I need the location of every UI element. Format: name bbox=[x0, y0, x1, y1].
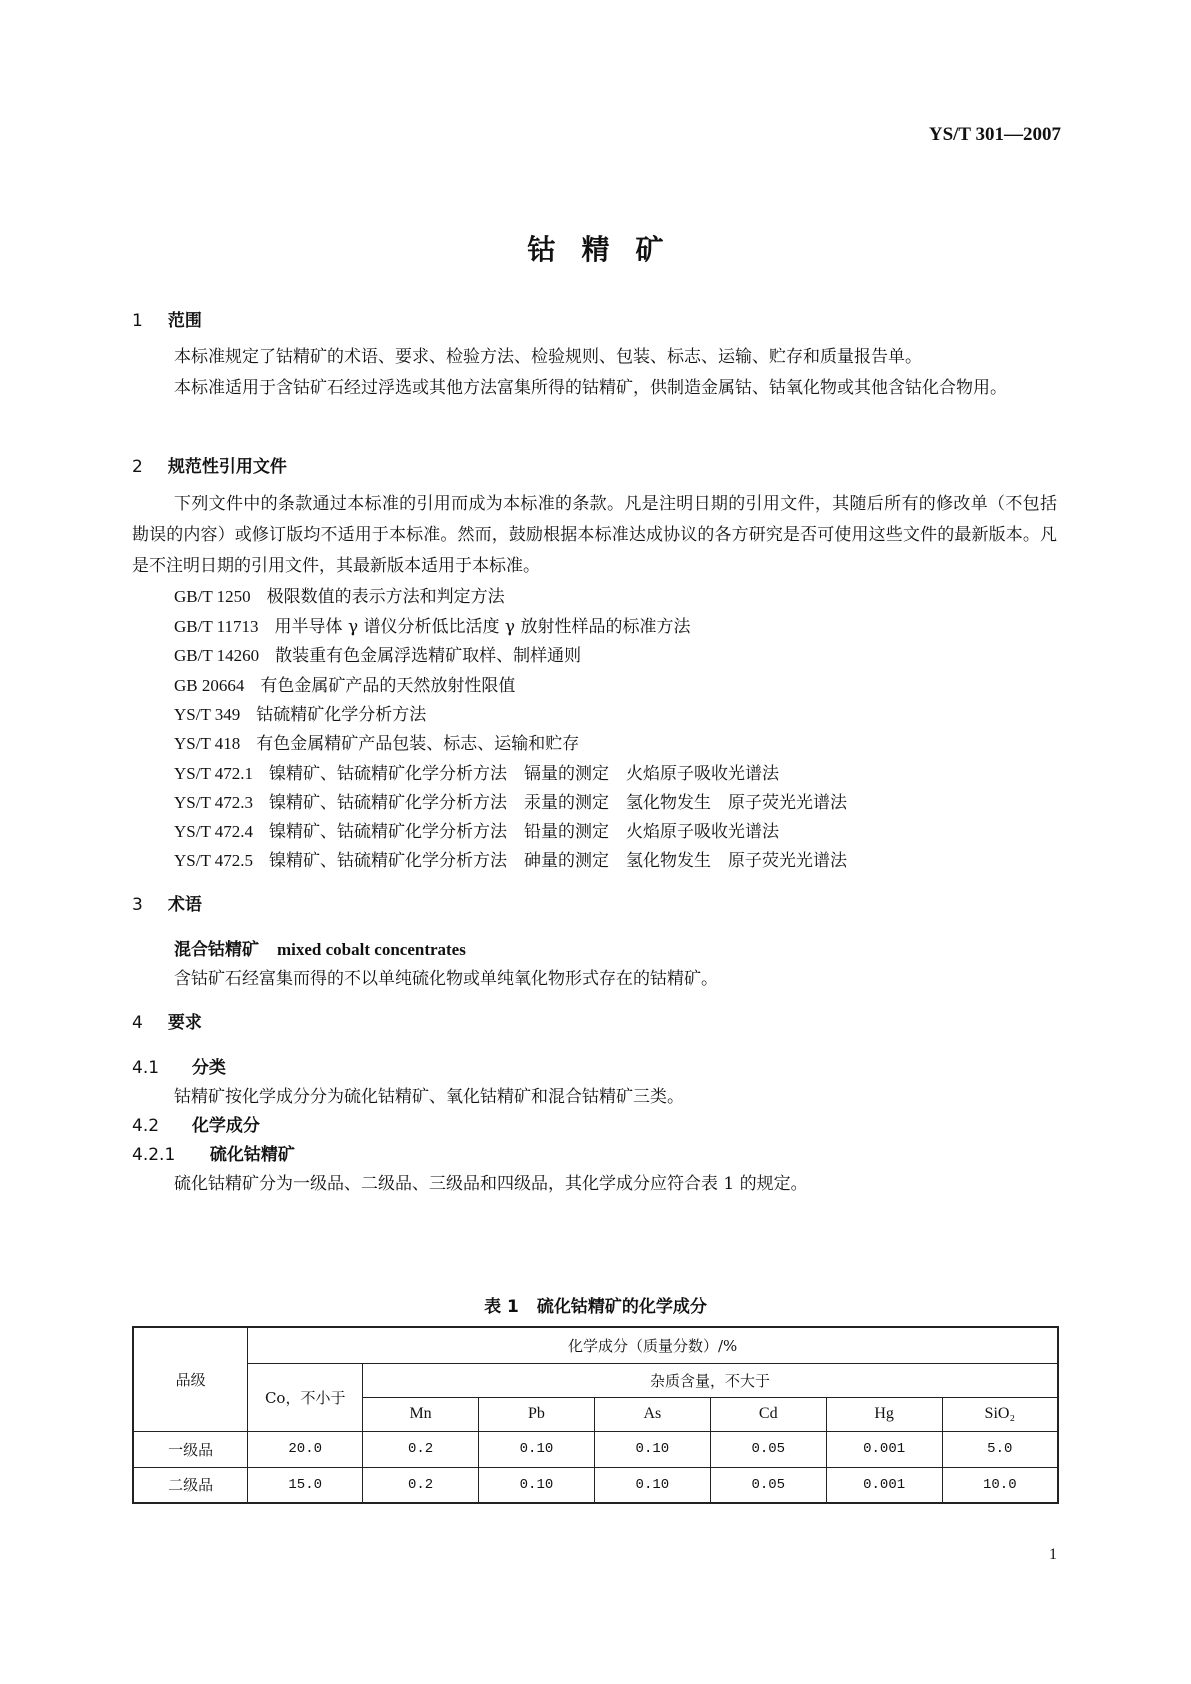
reference-item: YS/T 472.3 镍精矿、钴硫精矿化学分析方法 汞量的测定 氢化物发生 原子荧光光谱法 bbox=[174, 793, 848, 813]
standard-code: YS/T 301—2007 bbox=[928, 124, 1061, 145]
reference-item: YS/T 472.1 镍精矿、钴硫精矿化学分析方法 镉量的测定 火焰原子吸收光谱法 bbox=[174, 764, 780, 784]
section-title: 规范性引用文件 bbox=[167, 457, 287, 477]
section-number: 3 bbox=[132, 895, 143, 915]
term-definition: 含钴矿石经富集而得的不以单纯硫化物或单纯氧化物形式存在的钴精矿。 bbox=[174, 969, 718, 989]
value-cell: 0.001 bbox=[826, 1467, 942, 1503]
reference-item: GB/T 1250 极限数值的表示方法和判定方法 bbox=[174, 587, 505, 607]
header-co: Co，不小于 bbox=[248, 1363, 363, 1431]
value-cell: 5.0 bbox=[942, 1431, 1058, 1467]
value-cell: 10.0 bbox=[942, 1467, 1058, 1503]
chemical-composition-table bbox=[132, 1326, 1059, 1504]
value-cell: 0.05 bbox=[710, 1467, 826, 1503]
section-2-heading bbox=[132, 452, 287, 477]
header-grade: 品级 bbox=[133, 1327, 248, 1431]
reference-item: GB/T 14260 散装重有色金属浮选精矿取样、制样通则 bbox=[174, 646, 582, 666]
value-cell: 0.2 bbox=[363, 1431, 479, 1467]
reference-item: YS/T 349 钴硫精矿化学分析方法 bbox=[174, 705, 427, 725]
section-4-heading bbox=[132, 1008, 202, 1033]
section-number: 4.1 bbox=[132, 1058, 160, 1078]
term-chinese: 混合钴精矿 bbox=[174, 940, 259, 960]
grade-cell: 一级品 bbox=[133, 1431, 248, 1467]
section-title: 分类 bbox=[191, 1058, 226, 1078]
reference-item: YS/T 418 有色金属精矿产品包装、标志、运输和贮存 bbox=[174, 734, 580, 754]
term-entry bbox=[174, 935, 466, 960]
table-title: 硫化钴精矿的化学成分 bbox=[536, 1297, 707, 1317]
value-cell: 0.10 bbox=[594, 1467, 710, 1503]
table-number: 表 1 bbox=[484, 1297, 519, 1317]
value-cell: 0.10 bbox=[594, 1431, 710, 1467]
grade-cell: 二级品 bbox=[133, 1467, 248, 1503]
reference-item: GB/T 11713 用半导体 γ 谱仪分析低比活度 γ 放射性样品的标准方法 bbox=[174, 617, 691, 637]
section-title: 要求 bbox=[167, 1013, 202, 1033]
section-title: 硫化钴精矿 bbox=[209, 1145, 295, 1165]
section-4-1-heading bbox=[132, 1053, 226, 1078]
co-cell: 15.0 bbox=[248, 1467, 363, 1503]
co-cell: 20.0 bbox=[248, 1431, 363, 1467]
value-cell: 0.05 bbox=[710, 1431, 826, 1467]
classification-paragraph: 钴精矿按化学成分分为硫化钴精矿、氧化钴精矿和混合钴精矿三类。 bbox=[174, 1087, 684, 1107]
header-chemical-composition: 化学成分（质量分数）/% bbox=[248, 1327, 1058, 1363]
reference-item: YS/T 472.4 镍精矿、钴硫精矿化学分析方法 铅量的测定 火焰原子吸收光谱法 bbox=[174, 822, 780, 842]
section-number: 2 bbox=[132, 457, 143, 477]
scope-paragraph-1: 本标准规定了钴精矿的术语、要求、检验方法、检验规则、包装、标志、运输、贮存和质量报告单。 bbox=[174, 347, 922, 367]
page-title: 钴精矿 bbox=[527, 233, 690, 266]
table-row bbox=[133, 1467, 1058, 1503]
section-number: 4 bbox=[132, 1013, 143, 1033]
reference-item: GB 20664 有色金属矿产品的天然放射性限值 bbox=[174, 676, 516, 696]
section-number: 4.2.1 bbox=[132, 1145, 176, 1165]
header-cd: Cd bbox=[710, 1397, 826, 1431]
header-mn: Mn bbox=[363, 1397, 479, 1431]
scope-paragraph-2: 本标准适用于含钴矿石经过浮选或其他方法富集所得的钴精矿，供制造金属钴、钴氧化物或其他含钴化合物用。 bbox=[174, 378, 1007, 398]
value-cell: 0.2 bbox=[363, 1467, 479, 1503]
header-sio2: SiO₂ bbox=[942, 1397, 1058, 1431]
grades-paragraph: 硫化钴精矿分为一级品、二级品、三级品和四级品，其化学成分应符合表 1 的规定。 bbox=[174, 1174, 808, 1194]
section-1-heading bbox=[132, 306, 202, 331]
table-caption bbox=[0, 1292, 1191, 1317]
section-title: 范围 bbox=[167, 311, 202, 331]
section-number: 1 bbox=[132, 311, 143, 331]
value-cell: 0.001 bbox=[826, 1431, 942, 1467]
section-title: 化学成分 bbox=[191, 1116, 260, 1136]
section-4-2-heading bbox=[132, 1111, 260, 1136]
references-intro-paragraph: 下列文件中的条款通过本标准的引用而成为本标准的条款。凡是注明日期的引用文件，其随后所有的修改单（不包括勘误的内容）或修订版均不适用于本标准。然而，鼓励根据本标准达成协议的各方研究是否可使用这些文件的最新版本。凡是不注明日期的引用文件，其最新版本适用于本标准。 bbox=[132, 494, 1057, 576]
term-english: mixed cobalt concentrates bbox=[277, 940, 466, 959]
header-impurity: 杂质含量，不大于 bbox=[363, 1363, 1058, 1397]
header-pb: Pb bbox=[479, 1397, 595, 1431]
table-row bbox=[133, 1431, 1058, 1467]
section-number: 4.2 bbox=[132, 1116, 160, 1136]
header-hg: Hg bbox=[826, 1397, 942, 1431]
value-cell: 0.10 bbox=[479, 1467, 595, 1503]
section-4-2-1-heading bbox=[132, 1140, 295, 1165]
value-cell: 0.10 bbox=[479, 1431, 595, 1467]
section-title: 术语 bbox=[167, 895, 202, 915]
page-number: 1 bbox=[1049, 1546, 1057, 1563]
section-3-heading bbox=[132, 890, 202, 915]
reference-item: YS/T 472.5 镍精矿、钴硫精矿化学分析方法 砷量的测定 氢化物发生 原子荧光光谱法 bbox=[174, 851, 848, 871]
header-as: As bbox=[594, 1397, 710, 1431]
